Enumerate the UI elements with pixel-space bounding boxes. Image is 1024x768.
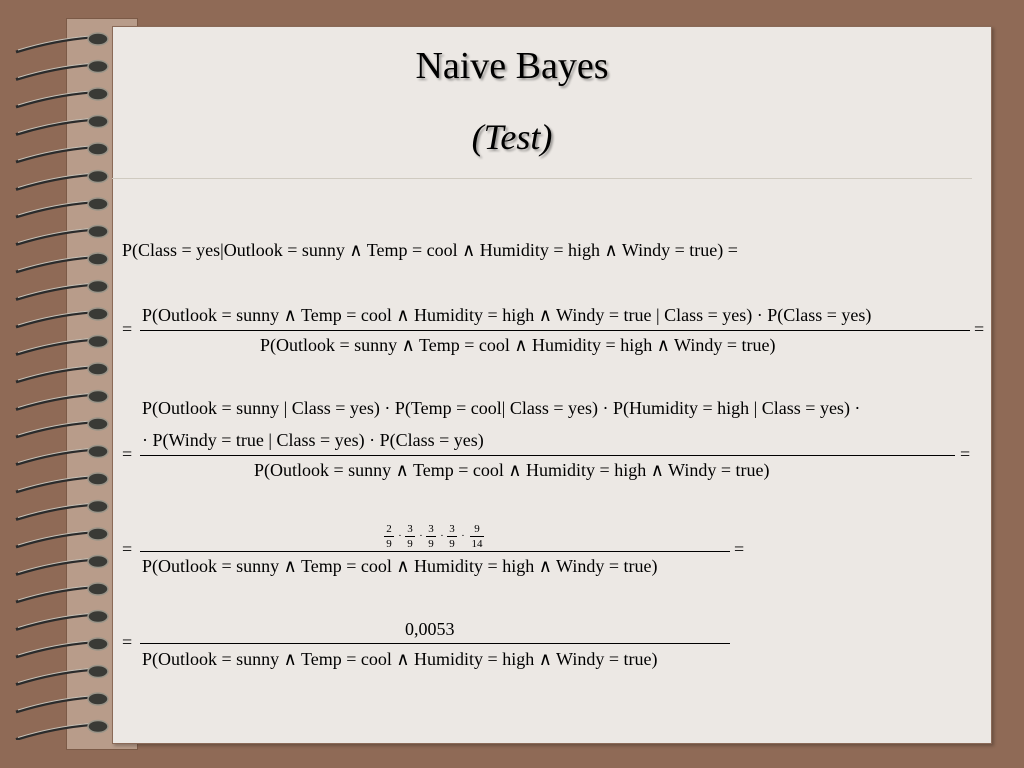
frac-4-bar bbox=[447, 536, 457, 537]
spiral-wire bbox=[16, 202, 92, 217]
spiral-hole bbox=[88, 693, 108, 705]
spiral-wire bbox=[16, 697, 92, 712]
eq2-leading-equals: = bbox=[122, 444, 133, 464]
dot-4: · bbox=[461, 530, 465, 542]
eq1-fraction-bar bbox=[140, 330, 970, 331]
eq2-fraction-bar bbox=[140, 455, 955, 456]
eq3-leading-equals: = bbox=[122, 539, 133, 559]
frac-5-numerator: 9 bbox=[474, 523, 480, 535]
eq1-trailing-equals: = bbox=[974, 319, 985, 339]
eq4-fraction-bar bbox=[140, 643, 730, 644]
spiral-wire bbox=[16, 257, 92, 272]
spiral-hole bbox=[88, 336, 108, 348]
spiral-hole bbox=[88, 253, 108, 265]
spiral-hole bbox=[88, 611, 108, 623]
frac-2-numerator: 3 bbox=[407, 523, 413, 535]
spiral-hole bbox=[88, 88, 108, 100]
spiral-hole bbox=[88, 721, 108, 733]
frac-2-bar bbox=[405, 536, 415, 537]
spiral-hole bbox=[88, 226, 108, 238]
equation-line-1: P(Class = yes|Outlook = sunny ∧ Temp = cool ∧ Humidity = high ∧ Windy = true) = bbox=[122, 240, 738, 260]
spiral-wire bbox=[16, 670, 92, 685]
spiral-wire bbox=[16, 560, 92, 575]
eq4-leading-equals: = bbox=[122, 632, 133, 652]
spiral-hole bbox=[88, 556, 108, 568]
spiral-wire bbox=[16, 725, 92, 740]
frac-5-denominator: 14 bbox=[471, 538, 483, 550]
eq2-numerator-line-1: P(Outlook = sunny | Class = yes) · P(Temp = cool| Class = yes) · P(Humidity = high | Class = yes) · bbox=[142, 398, 861, 418]
spiral-hole bbox=[88, 198, 108, 210]
slide-title: Naive Bayes bbox=[415, 45, 609, 87]
eq4-denominator: P(Outlook = sunny ∧ Temp = cool ∧ Humidity = high ∧ Windy = true) bbox=[142, 649, 658, 669]
spiral-wire bbox=[16, 477, 92, 492]
title-divider bbox=[112, 178, 972, 179]
spiral-wire bbox=[16, 505, 92, 520]
spiral-wire bbox=[16, 532, 92, 547]
spiral-wire bbox=[16, 395, 92, 410]
spiral-wire bbox=[16, 615, 92, 630]
eq2-denominator: P(Outlook = sunny ∧ Temp = cool ∧ Humidity = high ∧ Windy = true) bbox=[254, 460, 770, 480]
frac-3-bar bbox=[426, 536, 436, 537]
spiral-wire bbox=[16, 587, 92, 602]
spiral-hole bbox=[88, 308, 108, 320]
spiral-hole bbox=[88, 528, 108, 540]
spiral-wire bbox=[16, 175, 92, 190]
spiral-wire bbox=[16, 642, 92, 657]
eq1-denominator: P(Outlook = sunny ∧ Temp = cool ∧ Humidity = high ∧ Windy = true) bbox=[260, 335, 776, 355]
spiral-hole bbox=[88, 666, 108, 678]
spiral-hole bbox=[88, 446, 108, 458]
spiral-hole bbox=[88, 418, 108, 430]
spiral-hole bbox=[88, 638, 108, 650]
frac-1-numerator: 2 bbox=[386, 523, 392, 535]
spiral-wire bbox=[16, 340, 92, 355]
spiral-hole bbox=[88, 171, 108, 183]
eq2-trailing-equals: = bbox=[960, 444, 971, 464]
spiral-wire bbox=[16, 92, 92, 107]
eq1-leading-equals: = bbox=[122, 319, 133, 339]
frac-1-bar bbox=[384, 536, 394, 537]
spiral-hole bbox=[88, 363, 108, 375]
spiral-hole bbox=[88, 473, 108, 485]
eq4-numerator: 0,0053 bbox=[405, 619, 455, 639]
slide-subtitle: (Test) bbox=[471, 117, 553, 157]
frac-1-denominator: 9 bbox=[386, 538, 392, 550]
frac-2-denominator: 9 bbox=[407, 538, 413, 550]
spiral-hole bbox=[88, 281, 108, 293]
eq1-numerator: P(Outlook = sunny ∧ Temp = cool ∧ Humidity = high ∧ Windy = true | Class = yes) · P(Class = yes) bbox=[142, 305, 872, 325]
spiral-wire bbox=[16, 230, 92, 245]
frac-4-denominator: 9 bbox=[449, 538, 455, 550]
dot-2: · bbox=[419, 530, 423, 542]
eq3-trailing-equals: = bbox=[734, 539, 745, 559]
eq3-denominator: P(Outlook = sunny ∧ Temp = cool ∧ Humidity = high ∧ Windy = true) bbox=[142, 556, 658, 576]
dot-3: · bbox=[440, 530, 444, 542]
spiral-wire bbox=[16, 367, 92, 382]
spiral-wire bbox=[16, 422, 92, 437]
spiral-wire bbox=[16, 312, 92, 327]
frac-3-numerator: 3 bbox=[428, 523, 434, 535]
frac-4-numerator: 3 bbox=[449, 523, 455, 535]
frac-3-denominator: 9 bbox=[428, 538, 434, 550]
eq3-fraction-bar bbox=[140, 551, 730, 552]
spiral-hole bbox=[88, 501, 108, 513]
eq2-numerator-line-2: · P(Windy = true | Class = yes) · P(Class = yes) bbox=[142, 430, 484, 450]
frac-5-bar bbox=[470, 536, 484, 537]
dot-1: · bbox=[398, 530, 402, 542]
spiral-wire bbox=[16, 285, 92, 300]
spiral-hole bbox=[88, 583, 108, 595]
spiral-hole bbox=[88, 391, 108, 403]
spiral-wire bbox=[16, 450, 92, 465]
